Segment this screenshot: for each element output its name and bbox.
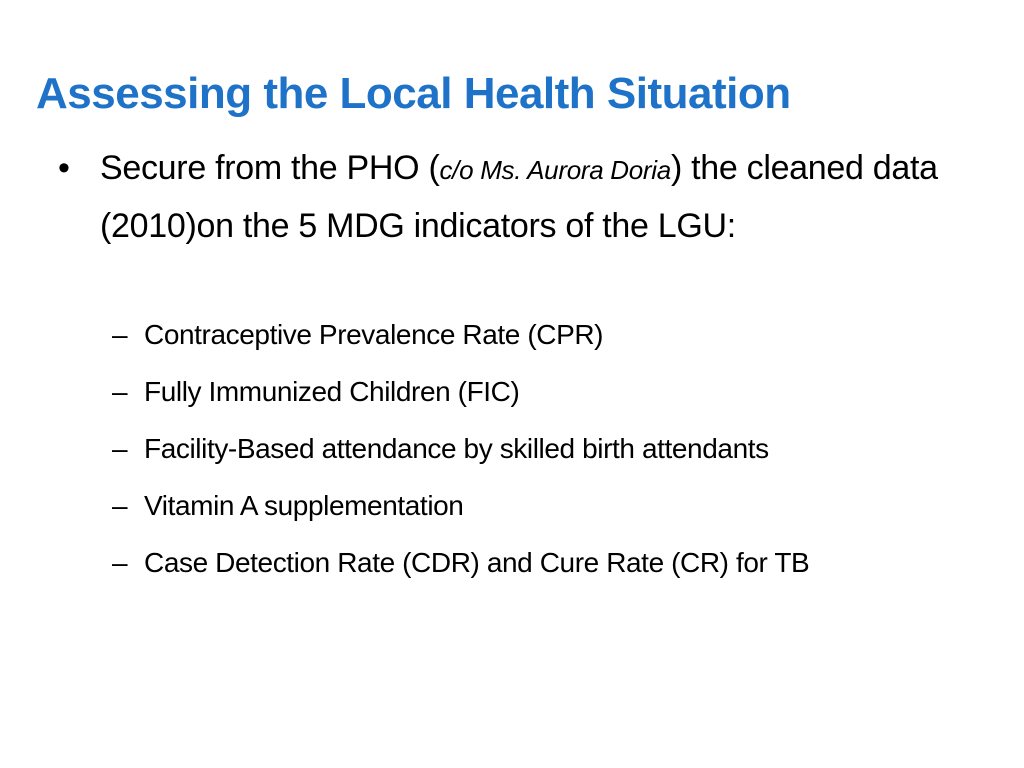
main-bullet-text — [100, 140, 978, 254]
list-item — [112, 534, 1017, 591]
list-item — [112, 306, 1017, 363]
contact-person: c/o Ms. Aurora Doria — [439, 155, 671, 185]
main-bullet-text-after: ) the cleaned data (2010)on the 5 MDG indicators of the LGU: — [100, 149, 938, 245]
list-item — [112, 477, 1017, 534]
bullet-dot-icon: • — [58, 149, 70, 187]
indicator-label: Contraceptive Prevalence Rate (CPR) — [144, 319, 604, 350]
indicator-label: Fully Immunized Children (FIC) — [144, 376, 520, 407]
dash-icon: – — [112, 319, 128, 350]
list-item — [112, 363, 1017, 420]
dash-icon: – — [112, 547, 128, 578]
indicator-list — [112, 306, 1017, 591]
main-bullet — [58, 140, 978, 254]
slide-title: Assessing the Local Health Situation — [36, 69, 791, 118]
indicator-label: Case Detection Rate (CDR) and Cure Rate (CR) for TB — [144, 547, 810, 578]
indicator-label: Vitamin A supplementation — [144, 490, 464, 521]
main-bullet-text-before: Secure from the PHO ( — [100, 149, 440, 187]
dash-icon: – — [112, 376, 128, 407]
list-item — [112, 420, 1017, 477]
dash-icon: – — [112, 490, 128, 521]
indicator-label: Facility-Based attendance by skilled birth attendants — [144, 433, 769, 464]
dash-icon: – — [112, 433, 128, 464]
